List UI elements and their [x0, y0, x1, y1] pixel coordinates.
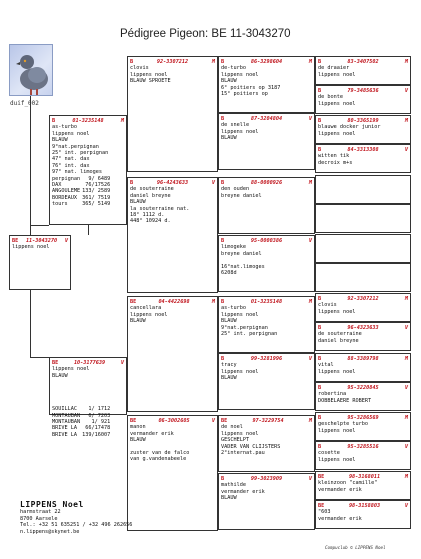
sex: V — [404, 444, 408, 450]
sex: M — [308, 180, 312, 186]
connector — [30, 357, 49, 358]
info-line: lippens noel — [12, 244, 50, 251]
great-grandparent-box — [218, 415, 315, 472]
info-line: vermander erik — [221, 488, 265, 495]
info-line: 47° nat. dax — [52, 156, 90, 163]
info-line: daniel breyne — [318, 337, 359, 344]
sex: M — [404, 118, 408, 124]
country-code: BE — [221, 418, 228, 424]
race-place: 133/ 2589 — [82, 188, 111, 195]
gen4-box — [315, 471, 411, 500]
info-line: lippens noel — [52, 366, 90, 373]
ring: 97-3229754 — [252, 418, 284, 424]
sex: V — [64, 238, 68, 244]
country-code: B — [221, 238, 225, 244]
info-line: 15° poitiers op — [221, 91, 268, 98]
ring: 84-3313308 — [347, 147, 379, 153]
country-code: B — [221, 116, 225, 122]
info-line: 9°nat.perpignan — [221, 324, 268, 331]
info-line: lippens noel — [318, 308, 356, 315]
info-line: mathilde — [221, 482, 246, 489]
footer-credit: Compuclub © LIPPENS Noel — [325, 545, 386, 550]
sex: V — [308, 356, 312, 362]
race-place: 76/17526 — [85, 182, 111, 189]
ring: 92-3307212 — [156, 59, 189, 65]
results-table — [52, 406, 112, 438]
great-grandparent-box — [218, 235, 315, 292]
gen4-box — [315, 144, 411, 173]
country-code: B — [130, 59, 134, 65]
sex: M — [308, 59, 312, 65]
info-line: breyne daniel — [221, 192, 262, 199]
info-line: lippens noel — [130, 71, 168, 78]
sex: V — [308, 238, 312, 244]
info-line: lippens noel — [318, 456, 356, 463]
country-code: B — [52, 118, 56, 124]
race-name: perpignan — [52, 175, 81, 182]
sex: M — [211, 59, 215, 65]
sex: M — [308, 299, 312, 305]
country-code: B — [221, 476, 225, 482]
page-title: Pédigree Pigeon: BE 11-3043270 — [120, 28, 291, 40]
country-code: B — [318, 415, 322, 421]
info-line: de bonte — [318, 94, 343, 101]
connector — [30, 225, 49, 226]
sex: V — [120, 360, 124, 366]
ring: 96-4323633 — [347, 325, 379, 331]
info-line: BLAUW — [221, 135, 237, 142]
gen4-box — [315, 56, 411, 85]
country-code: BE — [130, 299, 137, 305]
info-line: lippens noel — [221, 430, 259, 437]
ring: 96-4243633 — [156, 180, 189, 186]
ring: 01-3235148 — [250, 299, 283, 305]
info-line: cancellara — [130, 305, 162, 312]
sex: V — [308, 476, 312, 482]
info-line: lippens noel — [221, 311, 259, 318]
info-line: robertina — [318, 391, 347, 398]
info-line: 6208d — [221, 270, 237, 277]
country-code: B — [221, 59, 225, 65]
ring: 83-3407502 — [347, 59, 379, 65]
info-line: 25° int. perpignan — [52, 150, 109, 157]
info-line: BLAUW — [221, 78, 237, 85]
race-name: SOUILLAC — [52, 406, 77, 413]
race-place: 66/17478 — [85, 425, 111, 432]
country-code: B — [221, 180, 225, 186]
sex: V — [404, 385, 408, 391]
gen4-box — [315, 115, 411, 144]
race-name: tours — [52, 201, 68, 208]
gen4-box — [315, 85, 411, 114]
info-line: GESCHELPT — [221, 437, 250, 444]
race-name: MONTAUBAN — [52, 412, 81, 419]
country-code: B — [130, 180, 134, 186]
info-line: lippens noel — [221, 128, 259, 135]
connector — [88, 225, 89, 235]
country-code: BE — [318, 474, 325, 480]
breeder-block — [20, 500, 180, 535]
breeder-city: 8700 Aarsele — [20, 515, 58, 522]
info-line: lippens noel — [130, 311, 168, 318]
country-code: BE — [12, 238, 19, 244]
breeder-address — [20, 509, 180, 535]
ring: 99-3281996 — [250, 356, 283, 362]
ring: 98-3168011 — [348, 474, 381, 480]
info-line: 2°internat.pau — [221, 450, 265, 457]
info-line: lippens noel — [318, 130, 356, 137]
sex: V — [404, 325, 408, 331]
country-code: B — [318, 296, 322, 302]
info-line: de draaier — [318, 65, 350, 72]
gen4-box — [315, 322, 411, 351]
gen4-box — [315, 234, 411, 263]
info-line: lippens noel — [318, 100, 356, 107]
info-line: de snelle — [221, 122, 250, 129]
gen4-box — [315, 500, 411, 529]
country-code: B — [318, 147, 322, 153]
sex: V — [211, 418, 215, 424]
great-grandparent-box — [218, 296, 315, 353]
info-line: van g.vandenabeele — [130, 456, 187, 463]
ring: 04-4422698 — [158, 299, 190, 305]
great-grandparent-box — [218, 113, 315, 170]
info-line: breyne daniel — [221, 250, 262, 257]
info-line: de souterraine — [318, 331, 362, 338]
race-name: ANGOULEME — [52, 188, 81, 195]
info-line: limogeke — [221, 244, 246, 251]
info-line: clovis — [318, 302, 337, 309]
info-line: lippens noel — [221, 368, 259, 375]
gen4-box — [315, 175, 411, 204]
race-name: BORDEAUX — [52, 194, 77, 201]
info-line: "603 — [318, 509, 331, 516]
info-line: as-turbo — [52, 124, 77, 131]
sex: M — [308, 418, 312, 424]
info-line: lippens noel — [318, 427, 356, 434]
ring: 95-3220845 — [347, 385, 379, 391]
great-grandparent-box — [218, 56, 315, 113]
country-code: B — [318, 385, 322, 391]
great-grandparent-box — [218, 177, 315, 234]
ring: 88-0000926 — [250, 180, 283, 186]
gen4-box — [315, 441, 411, 470]
ring: 95-3285516 — [347, 444, 379, 450]
sex: M — [211, 299, 215, 305]
race-place: 9/ 6489 — [88, 175, 111, 182]
info-line: BLAUW SPROETE — [130, 78, 171, 85]
info-line: geschelpte turbo — [318, 421, 368, 428]
ring: 79-3485636 — [347, 88, 379, 94]
ring: 92-3307212 — [347, 296, 379, 302]
sire-box — [49, 115, 127, 225]
country-code: B — [318, 444, 322, 450]
sex: V — [404, 147, 408, 153]
info-line: la souterraine nat. — [130, 205, 190, 212]
country-code: B — [318, 88, 322, 94]
gen4-box — [315, 293, 411, 322]
gen4-box — [315, 204, 411, 233]
info-line: BLAUW — [130, 318, 146, 325]
race-place: 365/ 5149 — [82, 201, 111, 208]
breeder-name: LIPPENS Noel — [20, 500, 84, 509]
info-line: BLAUW — [52, 372, 68, 379]
ring: 95-3286569 — [347, 415, 379, 421]
result-row — [52, 188, 112, 194]
ring: 10-3177639 — [73, 360, 106, 366]
ring: 86-3298604 — [250, 59, 283, 65]
country-code: B — [318, 325, 322, 331]
sex: V — [404, 503, 408, 509]
info-line: 16°nat.limoges — [221, 263, 265, 270]
info-line: lippens noel — [318, 368, 356, 375]
country-code: B — [221, 356, 225, 362]
country-code: B — [221, 299, 225, 305]
dam-box — [49, 357, 127, 438]
info-line: 76° int. dax — [52, 162, 90, 169]
pigeon-icon — [10, 45, 54, 97]
info-line: BLAUW — [221, 318, 237, 325]
ring: 01-3235148 — [72, 118, 104, 124]
info-line: den ouden — [221, 186, 250, 193]
sex: M — [404, 59, 408, 65]
info-line: clovis — [130, 65, 149, 72]
grandparent-box — [127, 56, 218, 172]
great-grandparent-box — [218, 473, 315, 530]
ring: 87-3204804 — [250, 116, 283, 122]
info-line: 25° int. perpignan — [221, 331, 278, 338]
sex: M — [404, 474, 408, 480]
info-line: daniel breyne — [130, 192, 171, 199]
sex: M — [120, 118, 124, 124]
info-line: lippens noel — [221, 71, 259, 78]
info-line: as-turbo — [221, 305, 246, 312]
info-line: vital — [318, 362, 334, 369]
country-code: BE — [52, 360, 59, 366]
ring: 80-3365199 — [347, 118, 379, 124]
breeder-email: n.lippens@skynet.be — [20, 528, 80, 535]
info-line: 9°nat.perpignan — [52, 143, 99, 150]
info-line: witten tik — [318, 153, 350, 160]
info-line: blauwe docker junior — [318, 124, 381, 131]
race-place: 6/ 7203 — [88, 412, 111, 419]
info-line: vermander erik — [318, 486, 362, 493]
country-code: B — [318, 118, 322, 124]
race-name: DAX — [52, 182, 62, 189]
info-line: BLAUW — [52, 137, 68, 144]
info-line: lippens noel — [52, 130, 90, 137]
info-line: de-turbo — [221, 65, 246, 72]
country-code: BE — [318, 503, 325, 509]
great-grandparent-box — [218, 353, 315, 410]
subject-box — [9, 235, 71, 290]
country-code: BE — [130, 418, 137, 424]
info-line: de noel — [221, 424, 243, 431]
race-place: 1/ 1712 — [88, 406, 111, 413]
info-line: vermander erik — [130, 430, 174, 437]
race-place: 139/16007 — [82, 431, 111, 438]
sex: V — [308, 116, 312, 122]
sex: M — [404, 296, 408, 302]
country-code: B — [318, 59, 322, 65]
info-line: 448° 10924 d. — [130, 218, 171, 225]
info-line: BLAUW — [221, 375, 237, 382]
race-place: 1/ 921 — [91, 419, 111, 426]
ring: 98-3158803 — [348, 503, 381, 509]
info-line: 6° poitiers op 3187 — [221, 84, 281, 91]
gen4-box — [315, 412, 411, 441]
info-line: cosette — [318, 450, 340, 457]
info-line: DOBBELAERE ROBERT — [318, 397, 372, 404]
connector — [30, 290, 31, 357]
info-line: decroix m+s — [318, 159, 353, 166]
ring: 11-3043270 — [25, 238, 58, 244]
race-name: BRIVE LA — [52, 431, 77, 438]
info-line: 97° nat. limoges — [52, 169, 102, 176]
info-line: zuster van de falco — [130, 450, 190, 457]
sex: V — [211, 180, 215, 186]
country-code: B — [318, 356, 322, 362]
ring: 06-3002605 — [158, 418, 190, 424]
info-line: BLAUW — [130, 437, 146, 444]
breeder-phone: Tel.: +32 51 635251 / +32 496 262656 — [20, 522, 133, 529]
ring: 95-0000386 — [250, 238, 283, 244]
gen4-box — [315, 382, 411, 411]
info-line: kleinzoon "camille" — [318, 480, 378, 487]
ring: 99-3023909 — [250, 476, 283, 482]
info-line: VADER VAN CLIJSTERS — [221, 443, 281, 450]
race-name: MONTAUBAN — [52, 419, 81, 426]
info-line: vermander erik — [318, 515, 362, 522]
sex: M — [404, 415, 408, 421]
connector — [30, 96, 31, 235]
race-place: 361/ 7519 — [82, 194, 111, 201]
info-line: 18° 1112 d. — [130, 212, 165, 219]
ring: 88-3389798 — [347, 356, 379, 362]
breeder-street: harmstraat 22 — [20, 509, 61, 515]
gen4-box — [315, 263, 411, 292]
pigeon-photo — [9, 44, 53, 96]
info-line: lippens noel — [318, 71, 356, 78]
info-line: BLAUW — [221, 495, 237, 502]
info-line: manon — [130, 424, 146, 431]
result-row — [52, 201, 112, 207]
grandparent-box — [127, 177, 218, 293]
results-table — [52, 176, 112, 208]
sex: V — [404, 88, 408, 94]
race-name: BRIVE LA — [52, 425, 77, 432]
info-line: de souterraine — [130, 186, 174, 193]
result-row — [52, 432, 112, 438]
sex: M — [404, 356, 408, 362]
gen4-box — [315, 353, 411, 382]
grandparent-box — [127, 296, 218, 412]
info-line: tracy — [221, 362, 237, 369]
photo-caption: duif_002 — [10, 100, 39, 107]
info-line: BLAUW — [130, 199, 146, 206]
